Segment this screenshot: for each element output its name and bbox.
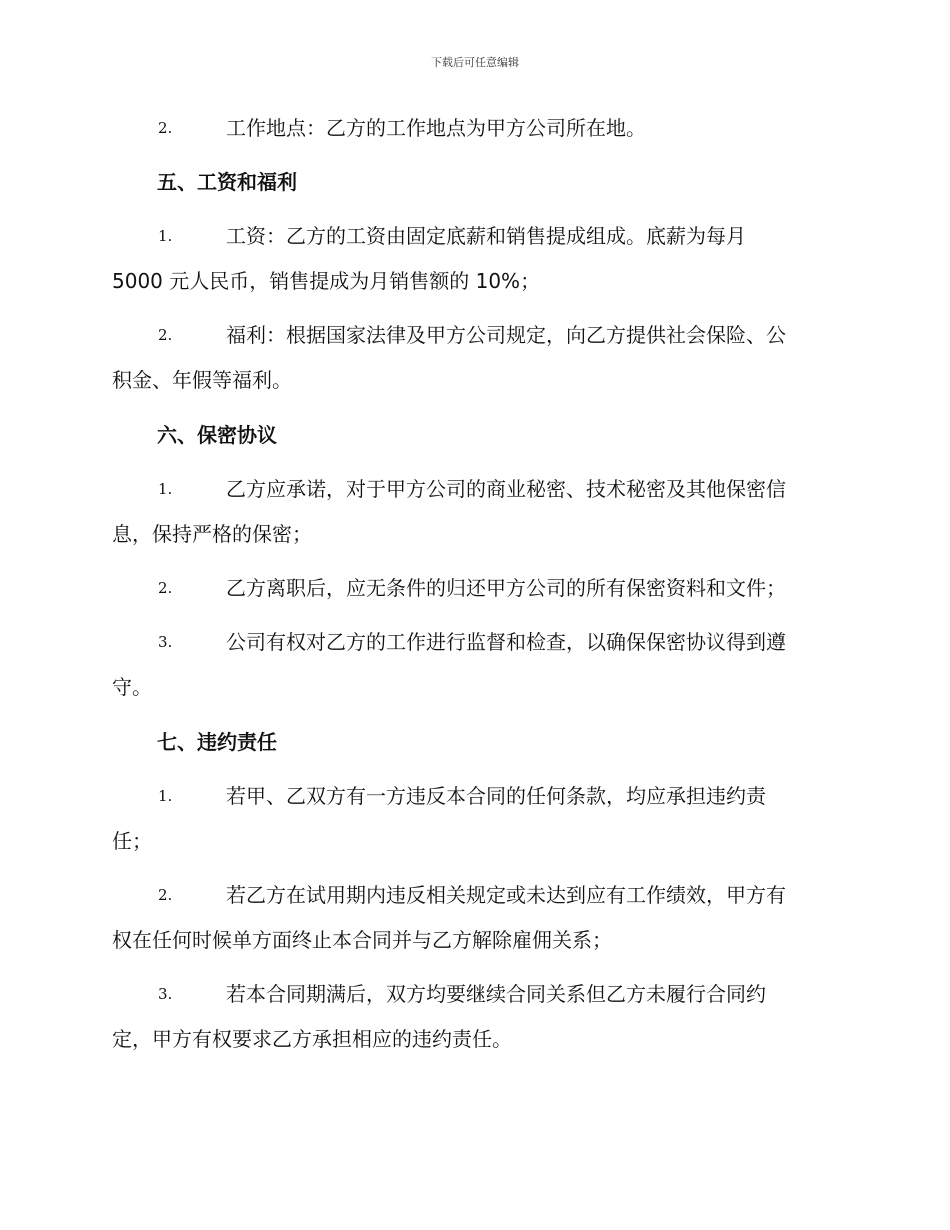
item-text: 若甲、乙双方有一方违反本合同的任何条款，均应承担违约责	[226, 784, 766, 808]
item-line	[112, 313, 840, 358]
item-number: 1.	[158, 787, 173, 805]
list-item-benefits	[112, 313, 840, 403]
item-number: 2.	[158, 119, 173, 137]
item-line	[112, 467, 840, 512]
item-number: 3.	[158, 633, 173, 651]
item-text: 福利：根据国家法律及甲方公司规定，向乙方提供社会保险、公	[226, 323, 786, 347]
page-header: 下载后可任意编辑	[431, 56, 519, 69]
item-text: 工作地点：乙方的工作地点为甲方公司所在地。	[226, 116, 646, 140]
section-heading-confidentiality: 六、保密协议	[157, 423, 277, 447]
item-line: 任；	[112, 829, 152, 853]
list-item-confidentiality-commitment	[112, 467, 840, 557]
item-text: 工资：乙方的工资由固定底薪和销售提成组成。底薪为每月	[226, 224, 746, 248]
list-item-contract-renewal	[112, 972, 840, 1062]
item-text: 若乙方在试用期内违反相关规定或未达到应有工作绩效，甲方有	[226, 883, 786, 907]
item-line: 权在任何时候单方面终止本合同并与乙方解除雇佣关系；	[112, 928, 612, 952]
item-line: 息，保持严格的保密；	[112, 522, 312, 546]
item-line: 积金、年假等福利。	[112, 368, 292, 392]
item-line	[112, 873, 840, 918]
item-line: 守。	[112, 675, 152, 699]
list-item-return-materials	[112, 566, 840, 611]
list-item-breach	[112, 774, 840, 864]
item-number: 2.	[158, 579, 173, 597]
item-number: 2.	[158, 326, 173, 344]
item-number: 1.	[158, 227, 173, 245]
list-item-work-location	[112, 106, 840, 151]
item-line	[112, 774, 840, 819]
item-text: 乙方离职后，应无条件的归还甲方公司的所有保密资料和文件；	[226, 576, 786, 600]
item-line	[112, 214, 840, 259]
item-line: 定，甲方有权要求乙方承担相应的违约责任。	[112, 1027, 512, 1051]
item-text: 乙方应承诺，对于甲方公司的商业秘密、技术秘密及其他保密信	[226, 477, 786, 501]
item-line	[112, 620, 840, 665]
item-number: 3.	[158, 985, 173, 1003]
item-line	[112, 106, 840, 151]
item-line	[112, 972, 840, 1017]
list-item-salary	[112, 214, 840, 304]
item-line: 5000 元人民币，销售提成为月销售额的 10%；	[112, 269, 541, 293]
list-item-probation-termination	[112, 873, 840, 963]
item-text: 若本合同期满后，双方均要继续合同关系但乙方未履行合同约	[226, 982, 766, 1006]
item-text: 公司有权对乙方的工作进行监督和检查，以确保保密协议得到遵	[226, 630, 786, 654]
item-line	[112, 566, 840, 611]
item-number: 1.	[158, 480, 173, 498]
section-heading-salary: 五、工资和福利	[157, 170, 297, 194]
list-item-supervision	[112, 620, 840, 710]
section-heading-liability: 七、违约责任	[157, 730, 277, 754]
item-number: 2.	[158, 886, 173, 904]
